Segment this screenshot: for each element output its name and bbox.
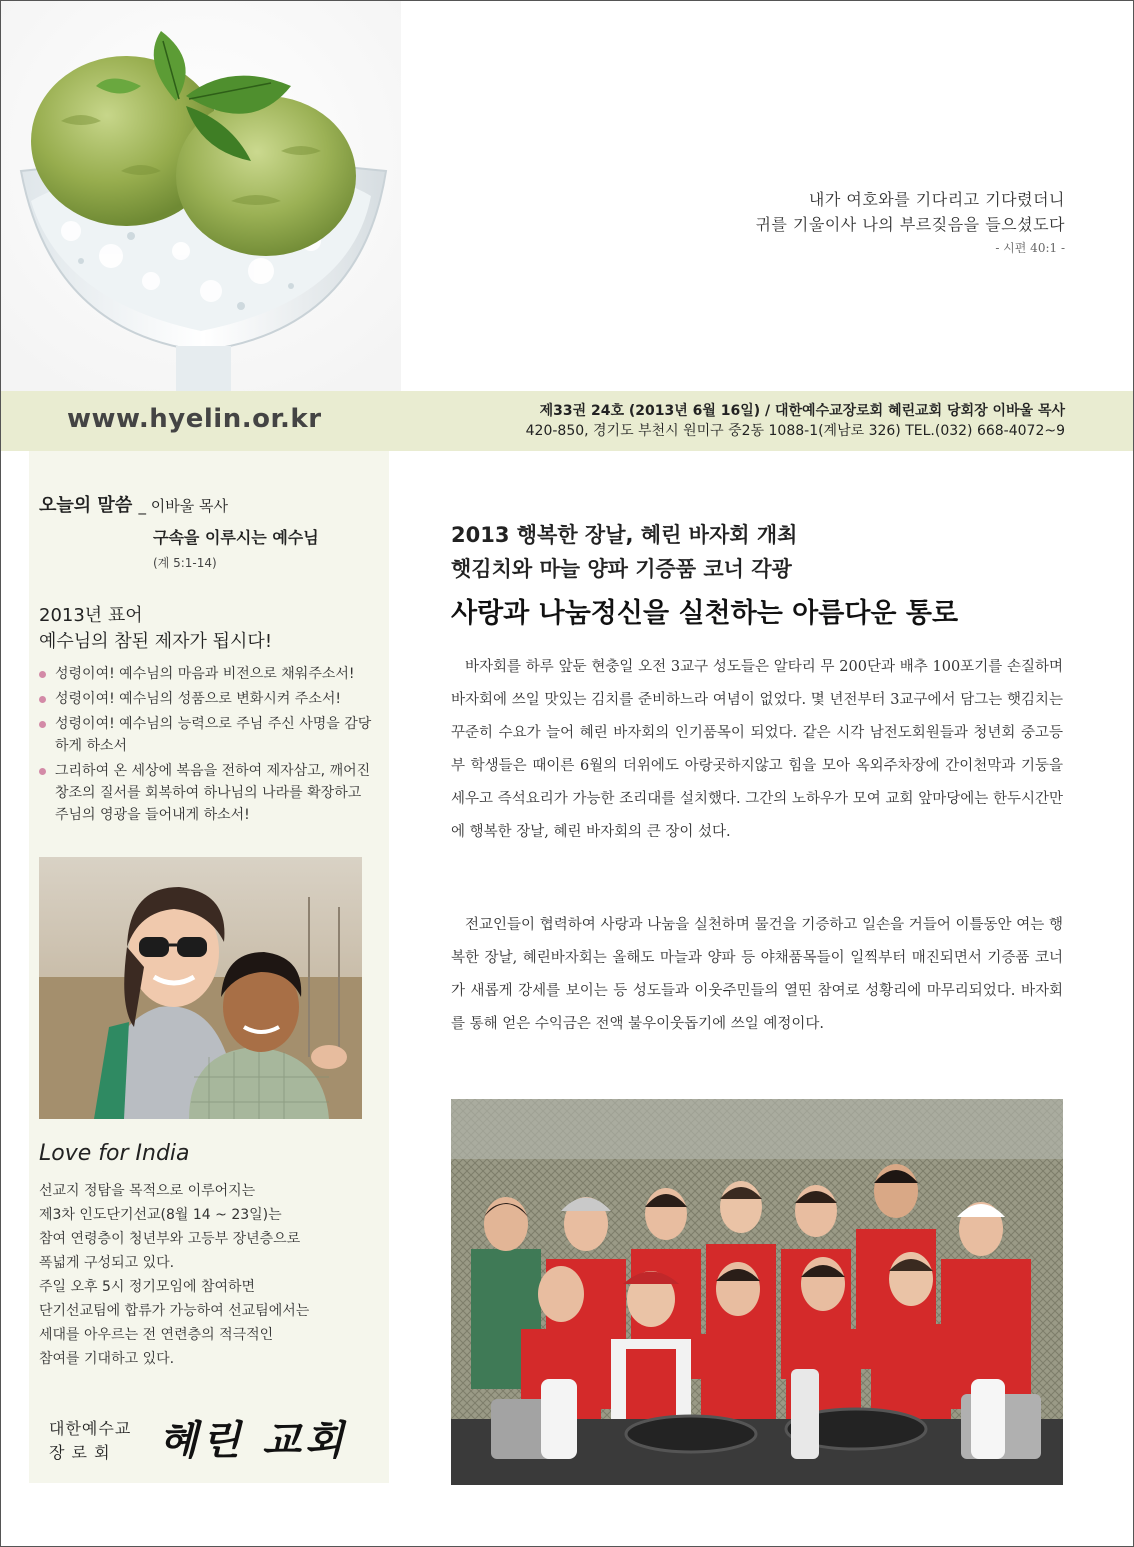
header-hero <box>1 1 1134 391</box>
bazaar-volunteers-group-photo <box>451 1099 1063 1485</box>
verse-line-1: 내가 여호와를 기다리고 기다렸더니 <box>808 190 1065 209</box>
church-logo <box>49 1413 379 1473</box>
prayer-list <box>39 663 379 829</box>
info-band <box>1 391 1134 451</box>
todays-word-heading <box>39 491 379 517</box>
bullet-dot-icon <box>39 768 46 775</box>
article-paragraph-1: 바자회를 하루 앞둔 현충일 오전 3교구 성도들은 알타리 무 200단과 배추 100포기를 손질하며 바자회에 쓰일 맛있는 김치를 준비하느라 여념이 없었다. 몇 년전부터 3교구에서 담그는 햇김치는 꾸준히 수요가 늘어 혜린 바자회의 인기품목이 되었다. 같은 시각 남전도회원들과 청년회 중고등부 학생들은 때이른 6월의 더위에도 아랑곳하지않고 힘을 모아 옥외주차장에 간이천막과 기둥을 세우고 즉석요리가 가능한 조리대를 설치했다. 그간의 노하우가 모여 교회 앞마당에는 한두시간만에 행복한 장날, 혜린 바자회의 큰 장이 섰다. <box>451 659 1063 840</box>
issue-line: 제33권 24호 (2013년 6월 16일) / 대한예수교장로회 혜린교회 당회장 이바울 목사 <box>539 403 1065 419</box>
verse-line-2: 귀를 기울이사 나의 부르짖음을 들으셨도다 <box>755 215 1065 234</box>
issue-info <box>526 401 1065 441</box>
verse-reference: - 시편 40:1 - <box>995 241 1065 255</box>
church-name-calligraphy: 혜린 교회 <box>159 1417 348 1464</box>
address-line: 420-850, 경기도 부천시 원미구 중2동 1088-1(계남로 326) TEL.(032) 668-4072~9 <box>525 423 1065 439</box>
love-for-india-text: 선교지 정탐을 목적으로 이루어지는 제3차 인도단기선교(8월 14 ~ 23일)는 참여 연령층이 청년부와 고등부 장년층으로 폭넓게 구성되고 있다. 주일 오후 5시 정기모임에 참여하면 단기선교팀에 합류가 가능하여 선교팀에서는 세대를 아우르는 전 연련층의 적극적인 참여를 기대하고 있다. <box>39 1183 310 1367</box>
bullet-dot-icon <box>39 671 46 678</box>
article-paragraph-2: 전교인들이 협력하여 사랑과 나눔을 실천하며 물건을 기증하고 일손을 거들어 이틀동안 여는 행복한 장날, 혜린바자회는 올해도 마늘과 양파 등 야채품목들이 일찍부터 매진되면서 기증품 코너가 새롭게 강세를 보이는 등 성도들과 이웃주민들의 열띤 참여로 성황리에 마무리되었다. 바자회를 통해 얻은 수익금은 전액 불우이웃돕기에 쓰일 예정이다. <box>451 917 1063 1032</box>
todays-word-label: 오늘의 말씀 <box>39 495 133 516</box>
love-for-india-title: Love for India <box>39 1141 190 1166</box>
prayer-item: 성령이여! 예수님의 능력으로 주님 주신 사명을 감당하게 하소서 <box>39 713 379 757</box>
sermon-title: 구속을 이루시는 예수님 <box>153 528 319 547</box>
bible-verse <box>755 187 1065 256</box>
motto-text: 예수님의 참된 제자가 됩시다! <box>39 631 273 652</box>
prayer-item: 성령이여! 예수님의 마음과 비전으로 채워주소서! <box>39 663 379 685</box>
green-tea-ice-cream-photo <box>1 1 401 391</box>
prayer-item: 그리하여 온 세상에 복음을 전하여 제자삼고, 깨어진 창조의 질서를 회복하여 하나님의 나라를 확장하고 주님의 영광을 들어내게 하소서! <box>39 760 379 826</box>
motto-year: 2013년 표어 <box>39 605 143 626</box>
headline-3: 사랑과 나눔정신을 실천하는 아름다운 통로 <box>451 598 959 629</box>
headline-2: 햇김치와 마늘 양파 기증품 코너 각광 <box>451 557 792 581</box>
prayer-item: 성령이여! 예수님의 성품으로 변화시켜 주소서! <box>39 688 379 710</box>
bullet-dot-icon <box>39 696 46 703</box>
bullet-dot-icon <box>39 721 46 728</box>
headline-1: 2013 행복한 장날, 혜린 바자회 개최 <box>451 523 798 547</box>
missionary-with-child-photo <box>39 857 362 1119</box>
sidebar <box>29 451 389 1483</box>
sermon-reference: (계 5:1-14) <box>153 556 217 570</box>
denomination-label: 대한예수교 장 로 회 <box>49 1419 132 1462</box>
todays-word-pastor: _ 이바울 목사 <box>138 497 228 515</box>
website-link[interactable]: www.hyelin.or.kr <box>67 404 322 434</box>
